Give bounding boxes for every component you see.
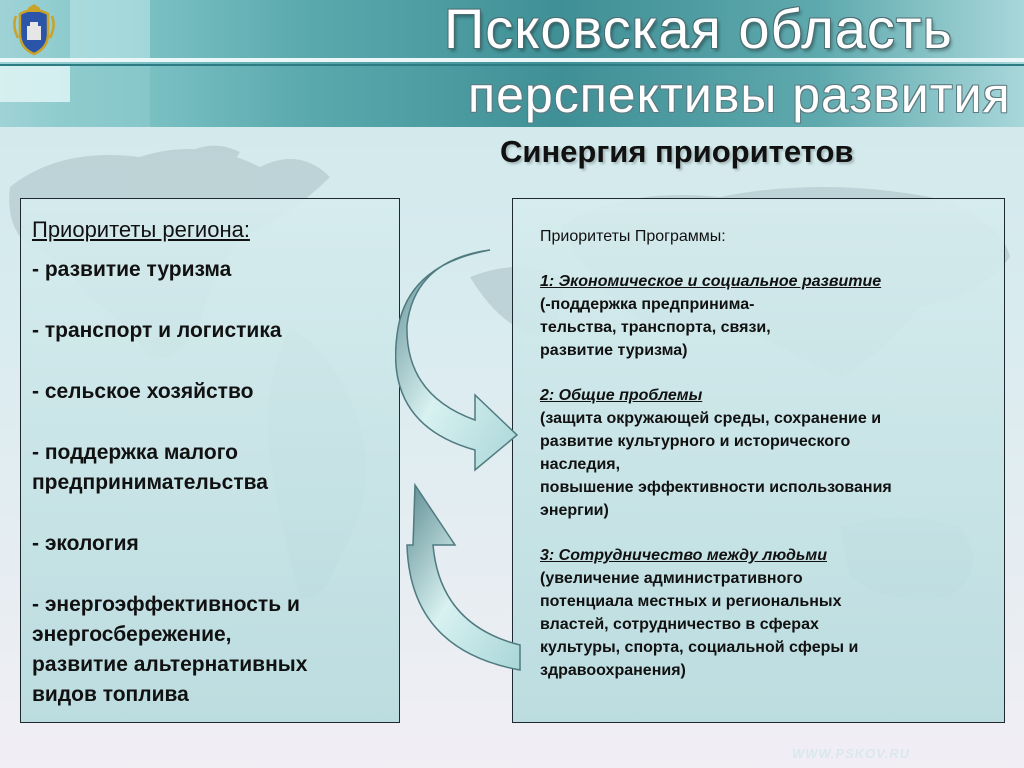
page-subtitle: перспективы развития — [468, 67, 1011, 123]
priority-body: (-поддержка предпринима- тельства, транспорта, связи, развитие туризма) — [540, 296, 771, 359]
header-decor-square — [0, 66, 70, 102]
curved-arrow-up-icon — [407, 485, 520, 670]
list-item: - транспорт и логистика — [32, 319, 282, 342]
priority-block — [540, 384, 994, 522]
list-item: - экология — [32, 532, 139, 555]
priority-block — [540, 544, 994, 682]
region-priorities-panel — [20, 198, 400, 723]
site-watermark: WWW.PSKOV.RU — [792, 746, 911, 761]
list-item: - энергоэффективность и энергосбережение, развитие альтернативных видов топлива — [32, 593, 308, 706]
priority-title: 1: Экономическое и социальное развитие — [540, 273, 882, 290]
priority-body: (увеличение административного потенциала местных и региональных властей, сотрудничество в сферах культуры, спорта, социальной сферы и здравоохранения) — [540, 570, 859, 679]
header-decor-square — [70, 0, 150, 58]
list-item: - развитие туризма — [32, 258, 232, 281]
priority-body: (защита окружающей среды, сохранение и развитие культурного и исторического наследия, повышение эффективности использования энергии) — [540, 410, 892, 519]
section-title: Синергия приоритетов — [500, 134, 854, 169]
page-title: Псковская область — [444, 0, 953, 60]
priority-block — [540, 270, 994, 362]
header-decor-square — [70, 66, 150, 127]
synergy-arrows — [395, 245, 525, 675]
list-item: - поддержка малого предпринимательства — [32, 441, 268, 494]
program-priorities-heading: Приоритеты Программы: — [540, 228, 726, 245]
priority-title: 3: Сотрудничество между людьми — [540, 547, 827, 564]
program-priorities-panel — [512, 198, 1005, 723]
coat-of-arms-icon — [10, 4, 58, 56]
region-priorities-heading: Приоритеты региона: — [32, 217, 250, 242]
list-item: - сельское хозяйство — [32, 380, 254, 403]
priority-title: 2: Общие проблемы — [540, 387, 703, 404]
curved-arrow-right-icon — [396, 250, 517, 470]
